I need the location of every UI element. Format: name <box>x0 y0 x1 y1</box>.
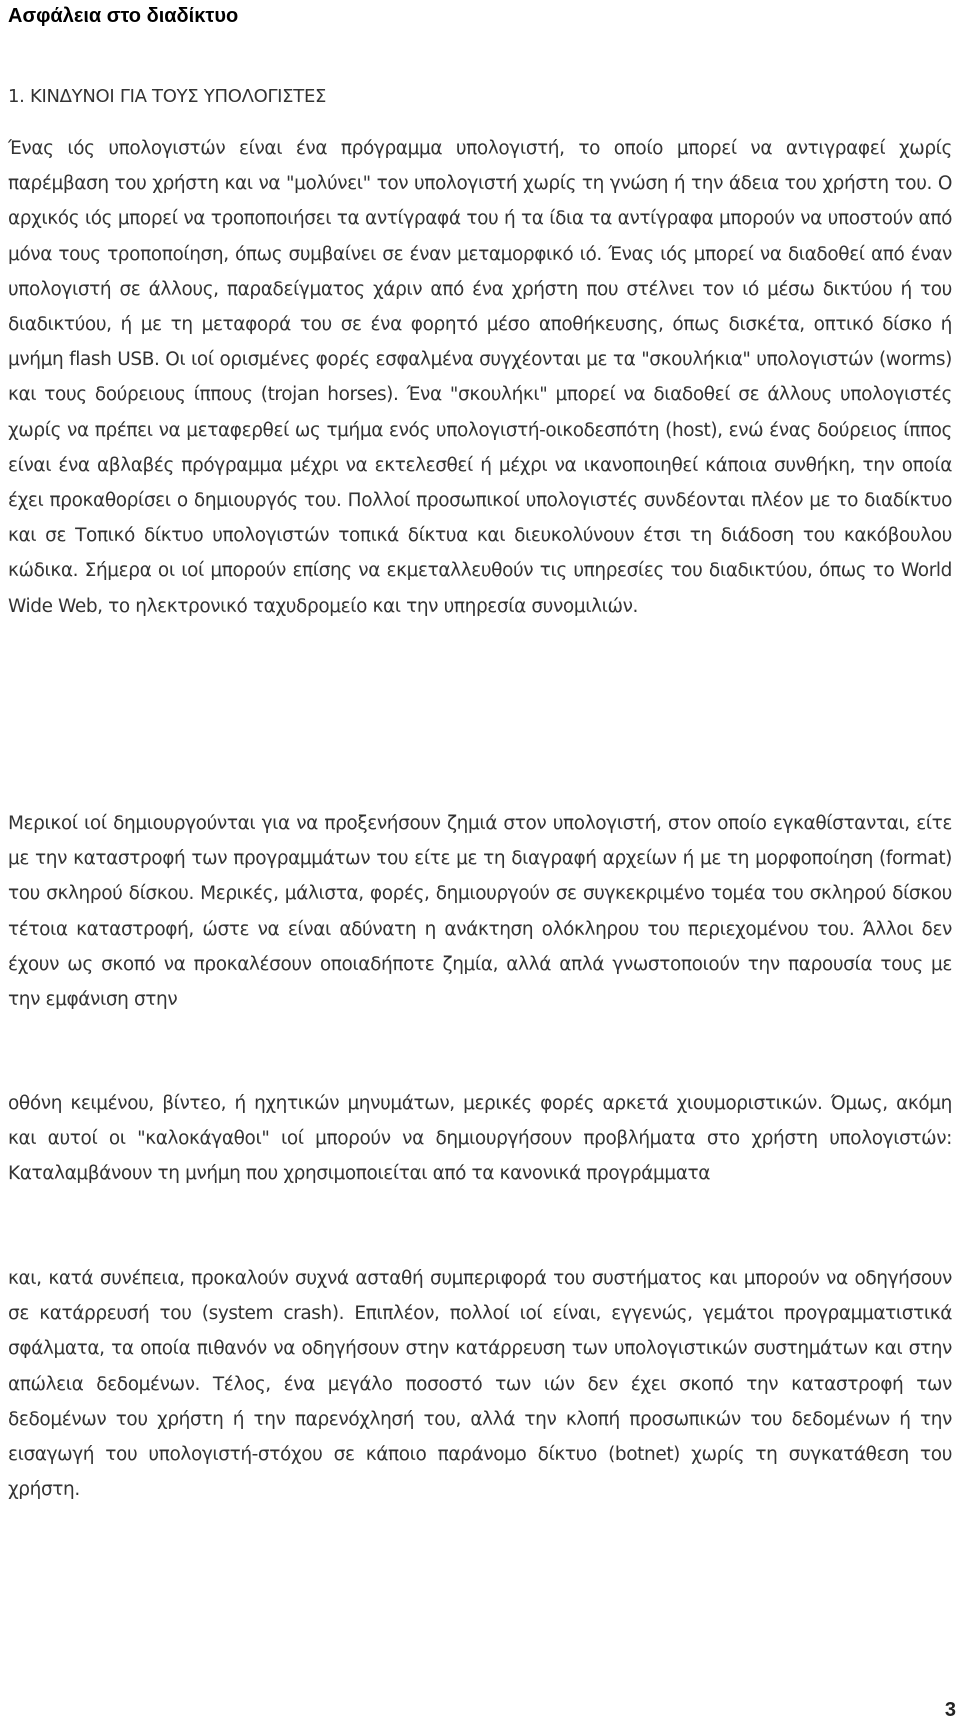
section-heading: 1. ΚΙΝΔΥΝΟΙ ΓΙΑ ΤΟΥΣ ΥΠΟΛΟΓΙΣΤΕΣ <box>8 86 327 107</box>
paragraph-virus-definition: Ένας ιός υπολογιστών είναι ένα πρόγραμμα υπολογιστή, το οποίο μπορεί να αντιγραφεί χωρίς παρέμβαση του χρήστη και να "μολύνει" τον υπολογιστή χωρίς τη γνώση ή την άδεια του χρήστη του. Ο αρχικός ιός μπορεί να τροποποιήσει τα αντίγραφά του ή τα ίδια τα αντίγραφα μπορούν να υποστούν από μόνα τους τροποποίηση, όπως συμβαίνει σε έναν μεταμορφικό ιό. Ένας ιός μπορεί να διαδοθεί από έναν υπολογιστή σε άλλους, παραδείγματος χάριν από ένα χρήστη που στέλνει τον ιό μέσω δικτύου ή του διαδικτύου, ή με τη μεταφορά του σε ένα φορητό μέσο αποθήκευσης, όπως δισκέτα, οπτικό δίσκο ή μνήμη flash USB. Οι ιοί ορισμένες φορές εσφαλμένα συγχέονται με τα "σκουλήκια" υπολογιστών (worms) και τους δούρειους ίππους (trojan horses). Ένα "σκουλήκι" μπορεί να διαδοθεί σε άλλους υπολογιστές χωρίς να πρέπει να μεταφερθεί ως τμήμα ενός υπολογιστή-οικοδεσπότη (host), ενώ ένας δούρειος ίππος είναι ένα αβλαβές πρόγραμμα μέχρι να εκτελεσθεί ή μέχρι να ικανοποιηθεί κάποια συνθήκη, την οποία έχει προκαθορίσει ο δημιουργός του. Πολλοί προσωπικοί υπολογιστές συνδέονται πλέον με το διαδίκτυο και σε Τοπικό δίκτυο υπολογιστών τοπικά δίκτυα και διευκολύνουν έτσι τη διάδοση του κακόβουλου κώδικα. Σήμερα οι ιοί μπορούν επίσης να εκμεταλλευθούν τις υπηρεσίες του διαδικτύου, όπως το World Wide Web, το ηλεκτρονικό ταχυδρομείο και την υπηρεσία συνομιλιών. <box>8 138 952 617</box>
paragraph-virus-damage: Μερικοί ιοί δημιουργούνται για να προξενήσουν ζημιά στον υπολογιστή, στον οποίο εγκαθίστανται, είτε με την καταστροφή των προγραμμάτων του είτε με τη διαγραφή αρχείων ή με τη μορφοποίηση (format) του σκληρού δίσκου. Μερικές, μάλιστα, φορές, δημιουργούν σε συγκεκριμένο τομέα του σκληρού δίσκου τέτοια καταστροφή, ώστε να είναι αδύνατη η ανάκτηση ολόκληρου του περιεχομένου του. Άλλοι δεν έχουν ως σκοπό να προκαλέσουν οποιαδήποτε ζημία, αλλά απλά γνωστοποιούν την παρουσία τους με την εμφάνιση στην <box>8 813 952 1011</box>
paragraph-system-effects: και, κατά συνέπεια, προκαλούν συχνά ασταθή συμπεριφορά του συστήματος και μπορούν να οδηγήσουν σε κατάρρευσή του (system crash). Επιπλέον, πολλοί ιοί είναι, εγγενώς, γεμάτοι προγραμματιστικά σφάλματα, τα οποία πιθανόν να οδηγήσουν στην κατάρρευση των υπολογιστικών συστημάτων και στην απώλεια δεδομένων. Τέλος, ένα μεγάλο ποσοστό των ιών δεν έχει σκοπό την καταστροφή των δεδομένων του χρήστη ή την παρενόχλησή του, αλλά την κλοπή προσωπικών του δεδομένων ή την εισαγωγή του υπολογιστή-στόχου σε κάποιο παράνομο δίκτυο (botnet) χωρίς τη συγκατάθεση του χρήστη. <box>8 1268 952 1501</box>
paragraph-harmless-viruses: οθόνη κειμένου, βίντεο, ή ηχητικών μηνυμάτων, μερικές φορές αρκετά χιουμοριστικών. Όμως, ακόμη και αυτοί οι "καλοκάγαθοι" ιοί μπορούν να δημιουργήσουν προβλήματα στο χρήστη υπολογιστών: Καταλαμβάνουν τη μνήμη που χρησιμοποιείται από τα κανονικά προγράμματα <box>8 1093 952 1185</box>
page-number: 3 <box>944 1699 956 1721</box>
page-title: Ασφάλεια στο διαδίκτυο <box>8 5 239 27</box>
